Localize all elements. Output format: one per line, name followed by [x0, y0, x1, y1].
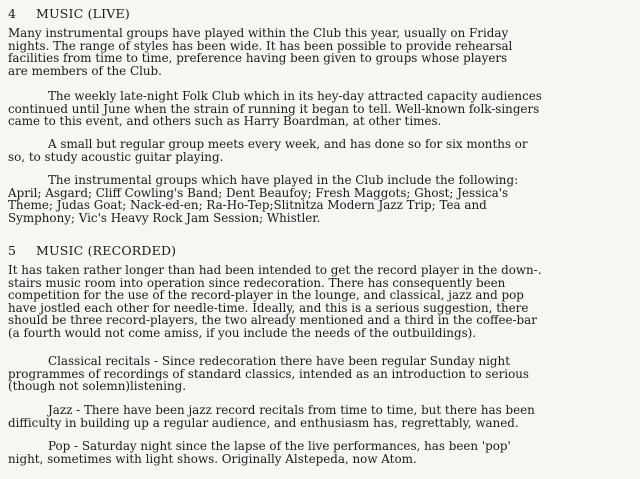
paragraph — [8, 264, 636, 340]
paragraph — [8, 90, 636, 128]
section-title: MUSIC (RECORDED) — [36, 243, 177, 258]
text-line: Jazz - There have been jazz record recitals from time to time, but there has been — [48, 403, 535, 417]
text-line: Classical recitals - Since redecoration there have been regular Sunday night — [48, 354, 510, 368]
text-line: The weekly late-night Folk Club which in its hey-day attracted capacity audiences — [48, 89, 542, 103]
paragraph — [8, 440, 636, 465]
text-line: facilities from time to time, preference having been given to groups whose players — [8, 51, 508, 66]
paragraph — [8, 404, 636, 429]
text-line: stairs music room into operation since redecoration. There has consequently been — [8, 275, 506, 290]
text-line: competition for the use of the record-player in the lounge, and classical, jazz and pop — [8, 288, 524, 303]
paragraph — [8, 27, 636, 77]
text-line: Pop - Saturday night since the lapse of the live performances, has been 'pop' — [48, 439, 511, 453]
text-line: so, to study acoustic guitar playing. — [8, 149, 224, 164]
text-line: came to this event, and others such as Harry Boardman, at other times. — [8, 114, 442, 129]
section-number: 4 — [8, 6, 17, 21]
text-line: (though not solemn)listening. — [8, 379, 187, 394]
text-line: programmes of recordings of standard classics, intended as an introduction to serious — [8, 366, 529, 381]
text-line: A small but regular group meets every week, and has done so for six months or — [48, 137, 528, 151]
text-line: It has taken rather longer than had been intended to get the record player in the down-. — [8, 263, 542, 277]
text-line: night, sometimes with light shows. Originally Alstepeda, now Atom. — [8, 451, 417, 466]
text-line: are members of the Club. — [8, 63, 162, 78]
paragraph — [8, 174, 636, 224]
text-line: should be three record-players, the two already mentioned and a third in the coffee-bar — [8, 313, 537, 328]
text-line: Symphony; Vic's Heavy Rock Jam Session; Whistler. — [8, 210, 321, 225]
text-line: nights. The range of styles has been wide. It has been possible to provide rehearsal — [8, 38, 513, 53]
text-line: The instrumental groups which have played in the Club include the following: — [48, 173, 519, 187]
section-heading-music-live — [8, 6, 130, 21]
section-number: 5 — [8, 243, 17, 258]
text-line: continued until June when the strain of running it began to tell. Well-known folk-singers — [8, 101, 540, 116]
text-line: Many instrumental groups have played within the Club this year, usually on Friday — [8, 26, 509, 40]
paragraph — [8, 138, 636, 163]
text-line: Theme; Judas Goat; Nack-ed-en; Ra-Ho-Tep;Slitnitza Modern Jazz Trip; Tea and — [8, 198, 487, 213]
paragraph — [8, 355, 636, 393]
section-title: MUSIC (LIVE) — [36, 6, 130, 21]
text-line: difficulty in building up a regular audience, and enthusiasm has, regrettably, waned. — [8, 415, 519, 430]
text-line: April; Asgard; Cliff Cowling's Band; Dent Beaufoy; Fresh Maggots; Ghost; Jessica's — [8, 185, 509, 200]
text-line: have jostled each other for needle-time. Ideally, and this is a serious suggestion, there — [8, 300, 529, 315]
section-heading-music-recorded — [8, 243, 176, 258]
text-line: (a fourth would not come amiss, if you include the needs of the outbuildings). — [8, 325, 477, 340]
